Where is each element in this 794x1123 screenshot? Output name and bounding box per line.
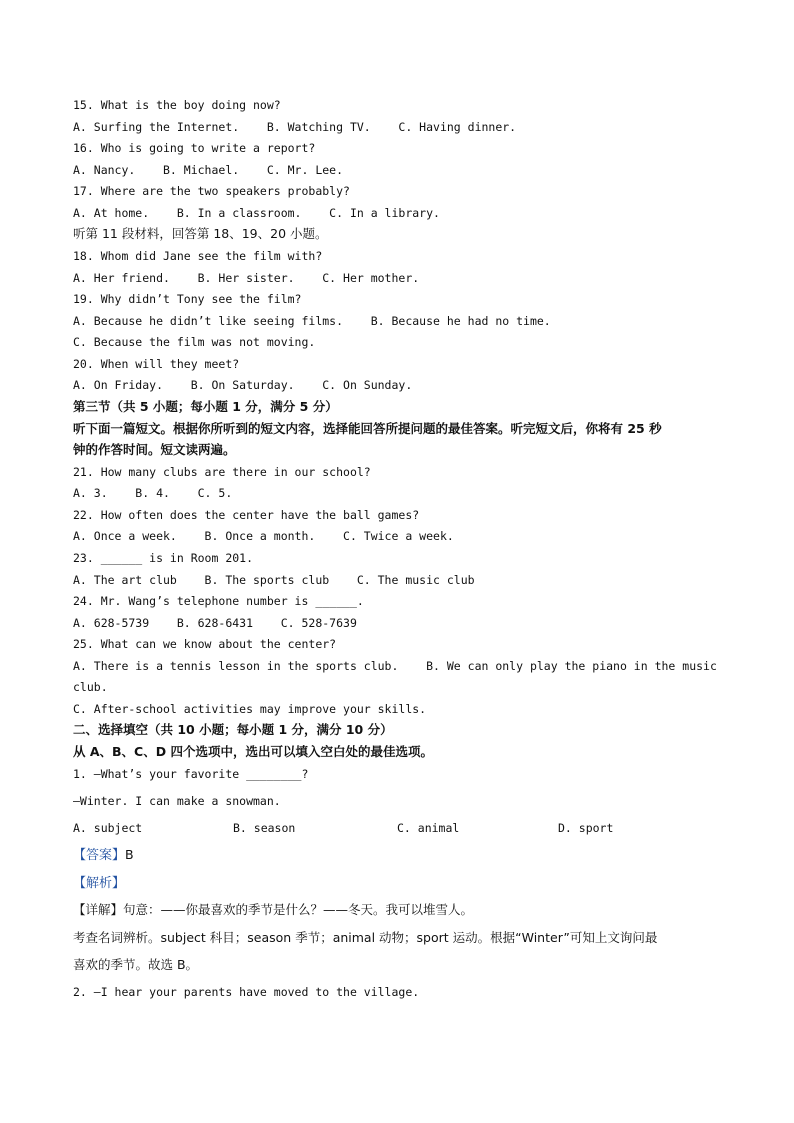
answer-line — [73, 847, 134, 864]
question-19-options-ab: A. Because he didn’t like seeing films. B. Because he had no time. — [73, 314, 551, 328]
section-3-instruction-line2: 钟的作答时间。短文读两遍。 — [73, 442, 236, 457]
question-19: 19. Why didn’t Tony see the film? — [73, 292, 302, 306]
question-25-options-line2: club. — [73, 680, 108, 694]
explanation-line1: 考查名词辨析。subject 科目；season 季节；animal 动物；sport 运动。根据“Winter”可知上文询问最 — [73, 930, 658, 945]
analysis-line — [73, 875, 125, 892]
option-d: D. sport — [558, 821, 614, 835]
explanation-line2: 喜欢的季节。故选 B。 — [73, 957, 199, 972]
question-19-option-c: C. Because the film was not moving. — [73, 335, 316, 349]
question-20: 20. When will they meet? — [73, 357, 240, 371]
question-25-option-c: C. After-school activities may improve your skills. — [73, 702, 427, 716]
question-15-options: A. Surfing the Internet. B. Watching TV. C. Having dinner. — [73, 120, 517, 134]
question-22: 22. How often does the center have the ball games? — [73, 508, 420, 522]
section-3-instruction-line1: 听下面一篇短文。根据你所听到的短文内容，选择能回答所提问题的最佳答案。听完短文后，你将有 25 秒 — [73, 421, 662, 436]
question-2: 2. —I hear your parents have moved to the village. — [73, 985, 420, 999]
question-21: 21. How many clubs are there in our school? — [73, 465, 371, 479]
passage-11-intro: 听第 11 段材料，回答第 18、19、20 小题。 — [73, 226, 328, 241]
question-25-options-line1: A. There is a tennis lesson in the sports club. B. We can only play the piano in the music — [73, 659, 717, 673]
part-2-instruction: 从 A、B、C、D 四个选项中，选出可以填入空白处的最佳选项。 — [73, 744, 433, 759]
option-b: B. season — [233, 821, 296, 835]
question-25: 25. What can we know about the center? — [73, 637, 337, 651]
analysis-label: 【解析】 — [73, 876, 126, 891]
question-18: 18. Whom did Jane see the film with? — [73, 249, 323, 263]
question-24: 24. Mr. Wang’s telephone number is ______. — [73, 594, 364, 608]
question-17: 17. Where are the two speakers probably? — [73, 184, 350, 198]
question-20-options: A. On Friday. B. On Saturday. C. On Sunday. — [73, 378, 413, 392]
question-16-options: A. Nancy. B. Michael. C. Mr. Lee. — [73, 163, 344, 177]
question-17-options: A. At home. B. In a classroom. C. In a library. — [73, 206, 440, 220]
detail-line — [73, 902, 473, 918]
section-3-heading: 第三节（共 5 小题；每小题 1 分，满分 5 分） — [73, 399, 338, 414]
question-15: 15. What is the boy doing now? — [73, 98, 281, 112]
question-21-options: A. 3. B. 4. C. 5. — [73, 486, 233, 500]
option-a: A. subject — [73, 821, 143, 835]
question-24-options: A. 628-5739 B. 628-6431 C. 528-7639 — [73, 616, 357, 630]
answer-label: 【答案】 — [73, 848, 126, 863]
question-22-options: A. Once a week. B. Once a month. C. Twice a week. — [73, 529, 454, 543]
option-c: C. animal — [397, 821, 460, 835]
question-23-options: A. The art club B. The sports club C. The music club — [73, 573, 475, 587]
question-23: 23. ______ is in Room 201. — [73, 551, 254, 565]
detail-text: 句意：——你最喜欢的季节是什么？——冬天。我可以堆雪人。 — [123, 902, 474, 917]
question-16: 16. Who is going to write a report? — [73, 141, 316, 155]
answer-value: B — [125, 847, 134, 862]
question-18-options: A. Her friend. B. Her sister. C. Her mother. — [73, 271, 420, 285]
question-1: 1. —What’s your favorite ________? — [73, 767, 309, 781]
question-1-reply: —Winter. I can make a snowman. — [73, 794, 281, 808]
detail-label: 【详解】 — [73, 902, 124, 917]
part-2-heading: 二、选择填空（共 10 小题；每小题 1 分，满分 10 分） — [73, 722, 393, 737]
